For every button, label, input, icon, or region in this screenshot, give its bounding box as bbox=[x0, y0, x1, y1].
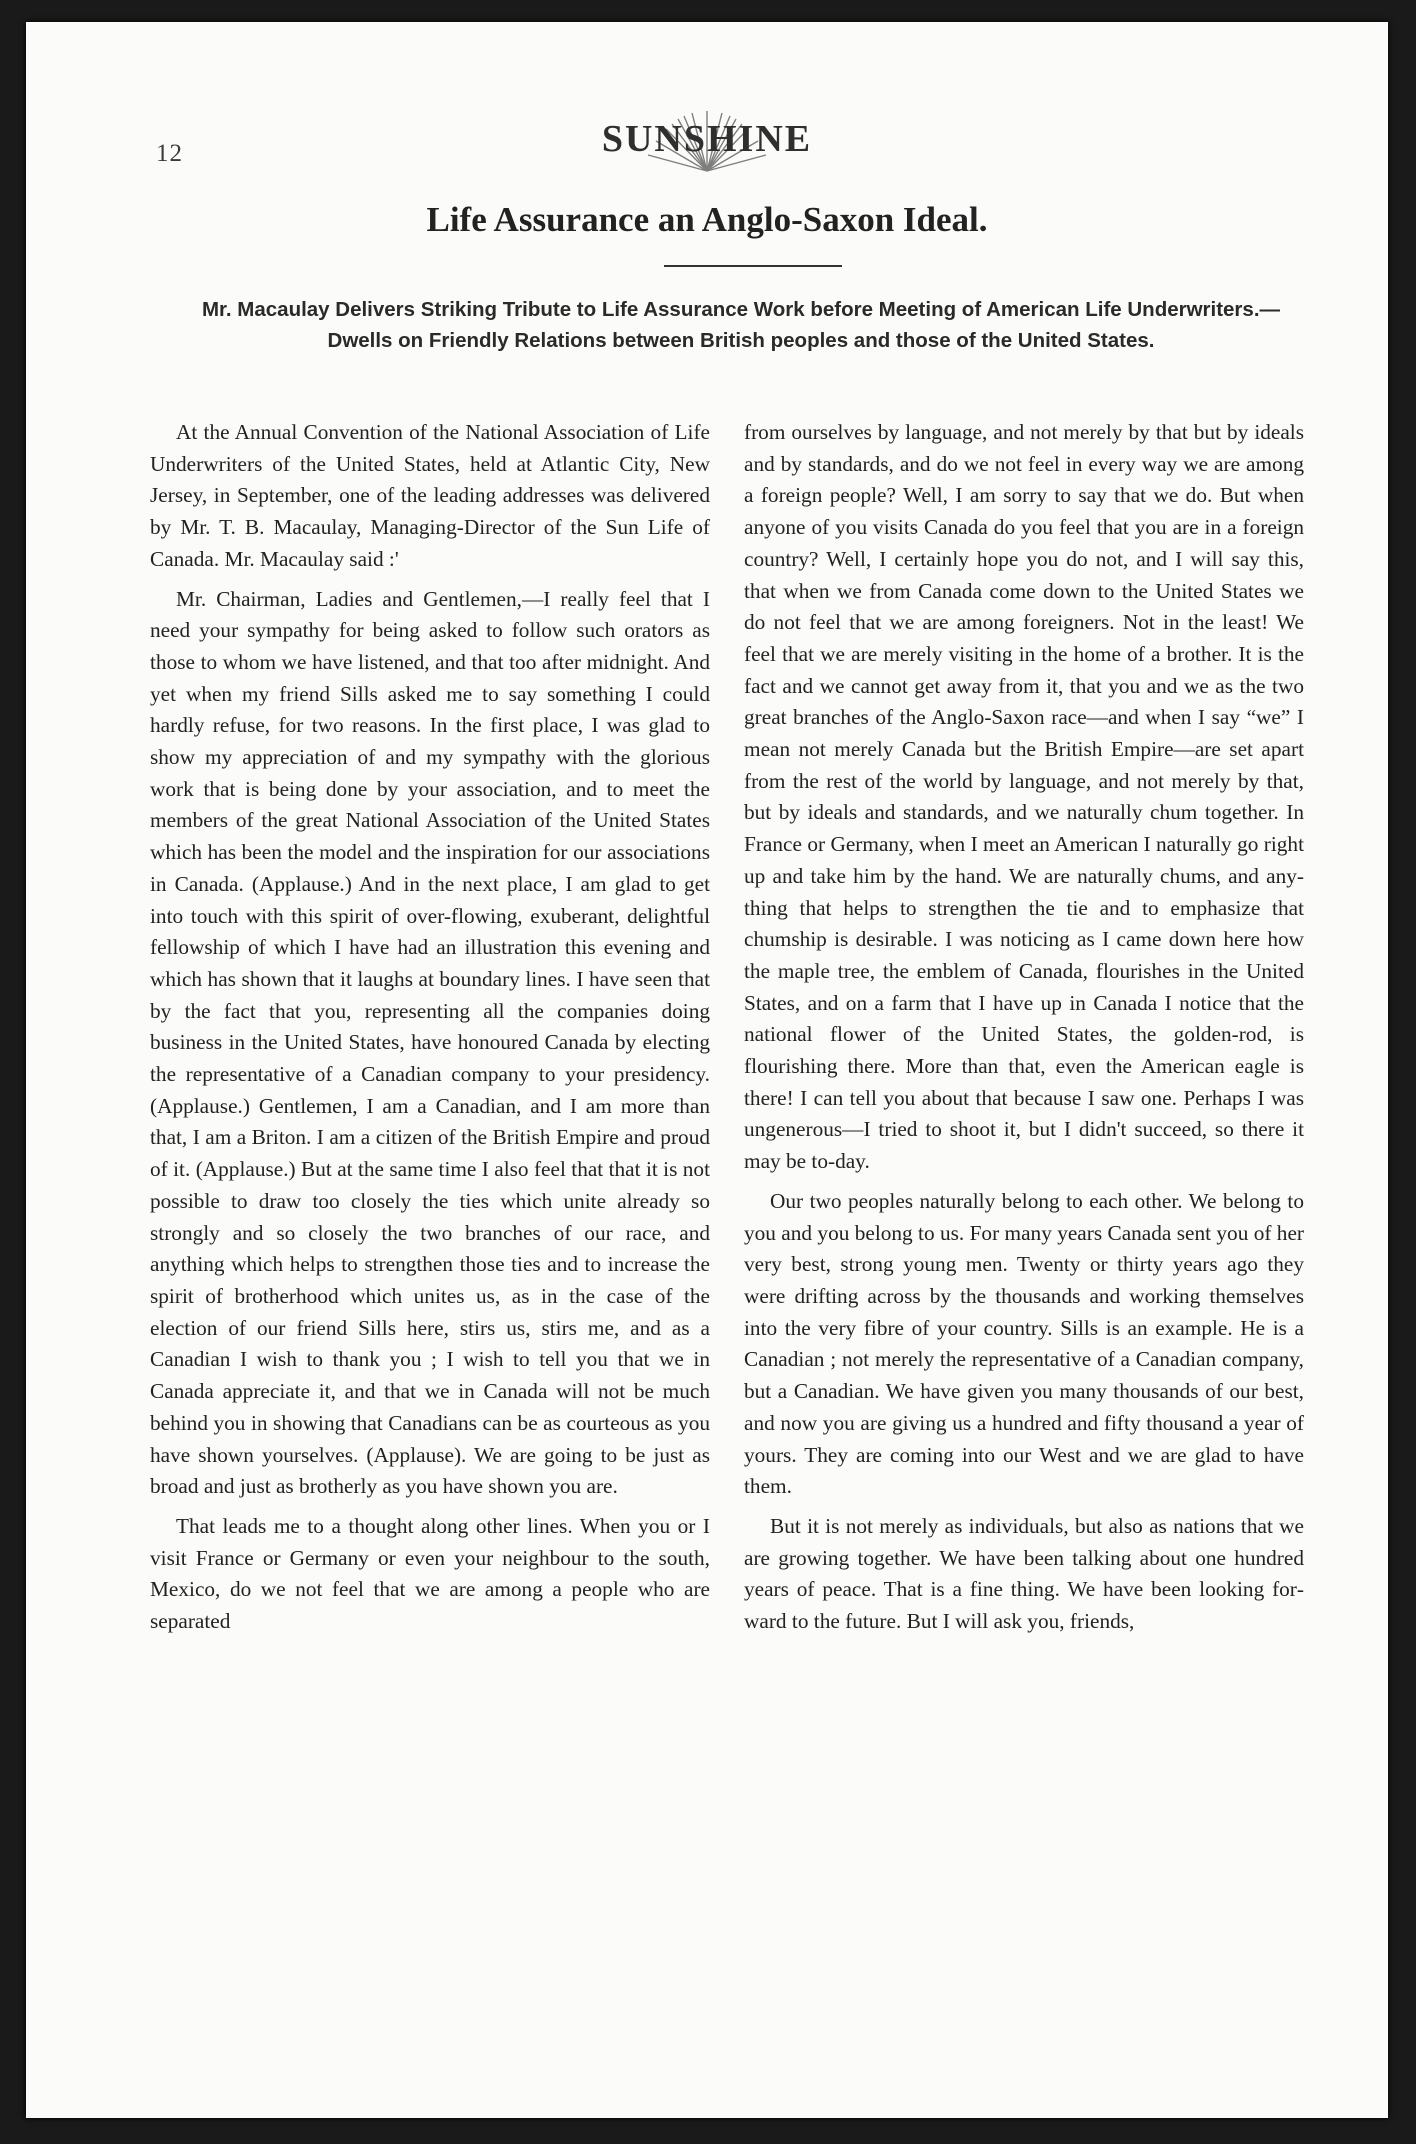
paragraph: But it is not merely as individuals, but also as nations that we are growing together. We have been talking about one hundred years of peace. That is a fine thing. We have been looking forward to the future. But I will ask you, friends, bbox=[744, 1513, 1304, 1634]
paragraph: from ourselves by language, and not merely by that but by ideals and by standards, and do we not feel in every way we are among a foreign people? Well, I am sorry to say that we do. But when anyone of you visits Canada do you feel that you are in a foreign country? Well, I certainly hope you do not, and I will say this, that when we from Canada come down to the United States we do not feel that we are among foreigners. Not in the least! We feel that we are merely visiting in the home of a brother. It is the fact and we cannot get away from it, that you and we as the two great branches of the Anglo-Saxon race—and when I say “we” I mean not merely Canada but the British Empire—are set apart from the rest of the world by language, and not merely by that, but by ideals and standards, and we naturally chum together. In France or Germany, when I meet an American I naturally go right up and take him by the hand. We are naturally chums, and anything that helps to strengthen the tie and to emphasize that chumship is desirable. I was noticing as I came down here how the maple tree, the emblem of Canada, flourishes in the United States, and on a farm that I have up in Canada I notice that the national flower of the United States, the golden-rod, is flourishing there. More than that, even the American eagle is there! I can tell you about that because I saw one. Perhaps I was ungenerous—I tried to shoot it, but I didn't succeed, so there it may be to-day. bbox=[744, 420, 1304, 1174]
page-number: 12 bbox=[156, 140, 183, 167]
masthead-title: SUNSHINE bbox=[601, 118, 813, 160]
paragraph: At the Annual Convention of the National Association of Life Underwriters of the United States, held at Atlantic City, New Jersey, in September, one of the leading addresses was delivered by Mr. T. B. Macaulay, Managing-Director of the Sun Life of Canada. Mr. Macaulay said :' bbox=[150, 420, 710, 571]
right-column bbox=[744, 417, 1304, 1646]
magazine-page bbox=[26, 22, 1388, 2118]
paragraph: Our two peoples naturally belong to each other. We belong to you and you belong to us. For many years Canada sent you of her very best, strong young men. Twenty or thirty years ago they were drifting across by the thousands and working themselves into the very fibre of your country. Sills is an example. He is a Canadian ; not merely the representative of a Canadian company, but a Canadian. We have given you many thousands of our best, and now you are giving us a hundred and fifty thousand a year of yours. They are coming into our West and we are glad to have them. bbox=[744, 1188, 1304, 1499]
title-rule bbox=[664, 265, 842, 267]
article-title: Life Assurance an Anglo-Saxon Ideal. bbox=[426, 200, 988, 239]
paragraph: Mr. Chairman, Ladies and Gentlemen,—I really feel that I need your sympathy for being asked to follow such orators as those to whom we have listened, and that too after midnight. And yet when my friend Sills asked me to say something I could hardly refuse, for two reasons. In the first place, I was glad to show my appreciation of and my sympathy with the glorious work that is being done by your association, and to meet the members of the great National Association of the United States which has been the model and the inspiration for our associations in Canada. (Applause.) And in the next place, I am glad to get into touch with this spirit of over-flowing, exuberant, delightful fellowship of which I have had an illustration this evening and which has shown that it laughs at boundary lines. I have seen that by the fact that you, representing all the companies doing business in the United States, have honoured Canada by electing the representative of a Canadian company to your presidency. (Applause.) Gentlemen, I am a Canadian, and I am more than that, I am a Briton. I am a citizen of the British Empire and proud of it. (Applause.) But at the same time I also feel that that it is not possible to draw too closely the ties which unite already so strongly and so closely the two branches of our race, and anything which helps to strengthen those ties and to increase the spirit of brotherhood which unites us, as in the case of the election of our friend Sills here, stirs us, stirs me, and as a Canadian I wish to thank you ; I wish to tell you that we in Canada appreciate it, and that we in Canada will not be much behind you in showing that Canadians can be as courteous as you have shown yourselves. (Applause). We are going to be just as broad and just as brotherly as you have shown you are. bbox=[150, 586, 710, 1499]
article-subhead: Mr. Macaulay Delivers Striking Tribute to Life Assurance Work before Meeting of American Life Underwriters.—Dwells on Friendly Relations between British peoples and those of the United States. bbox=[201, 298, 1281, 352]
paragraph: That leads me to a thought along other lines. When you or I visit France or Germany or even your neighbour to the south, Mexico, do we not feel that we are among a people who are separated bbox=[150, 1513, 710, 1634]
left-column bbox=[150, 417, 710, 1646]
masthead bbox=[26, 117, 1388, 161]
